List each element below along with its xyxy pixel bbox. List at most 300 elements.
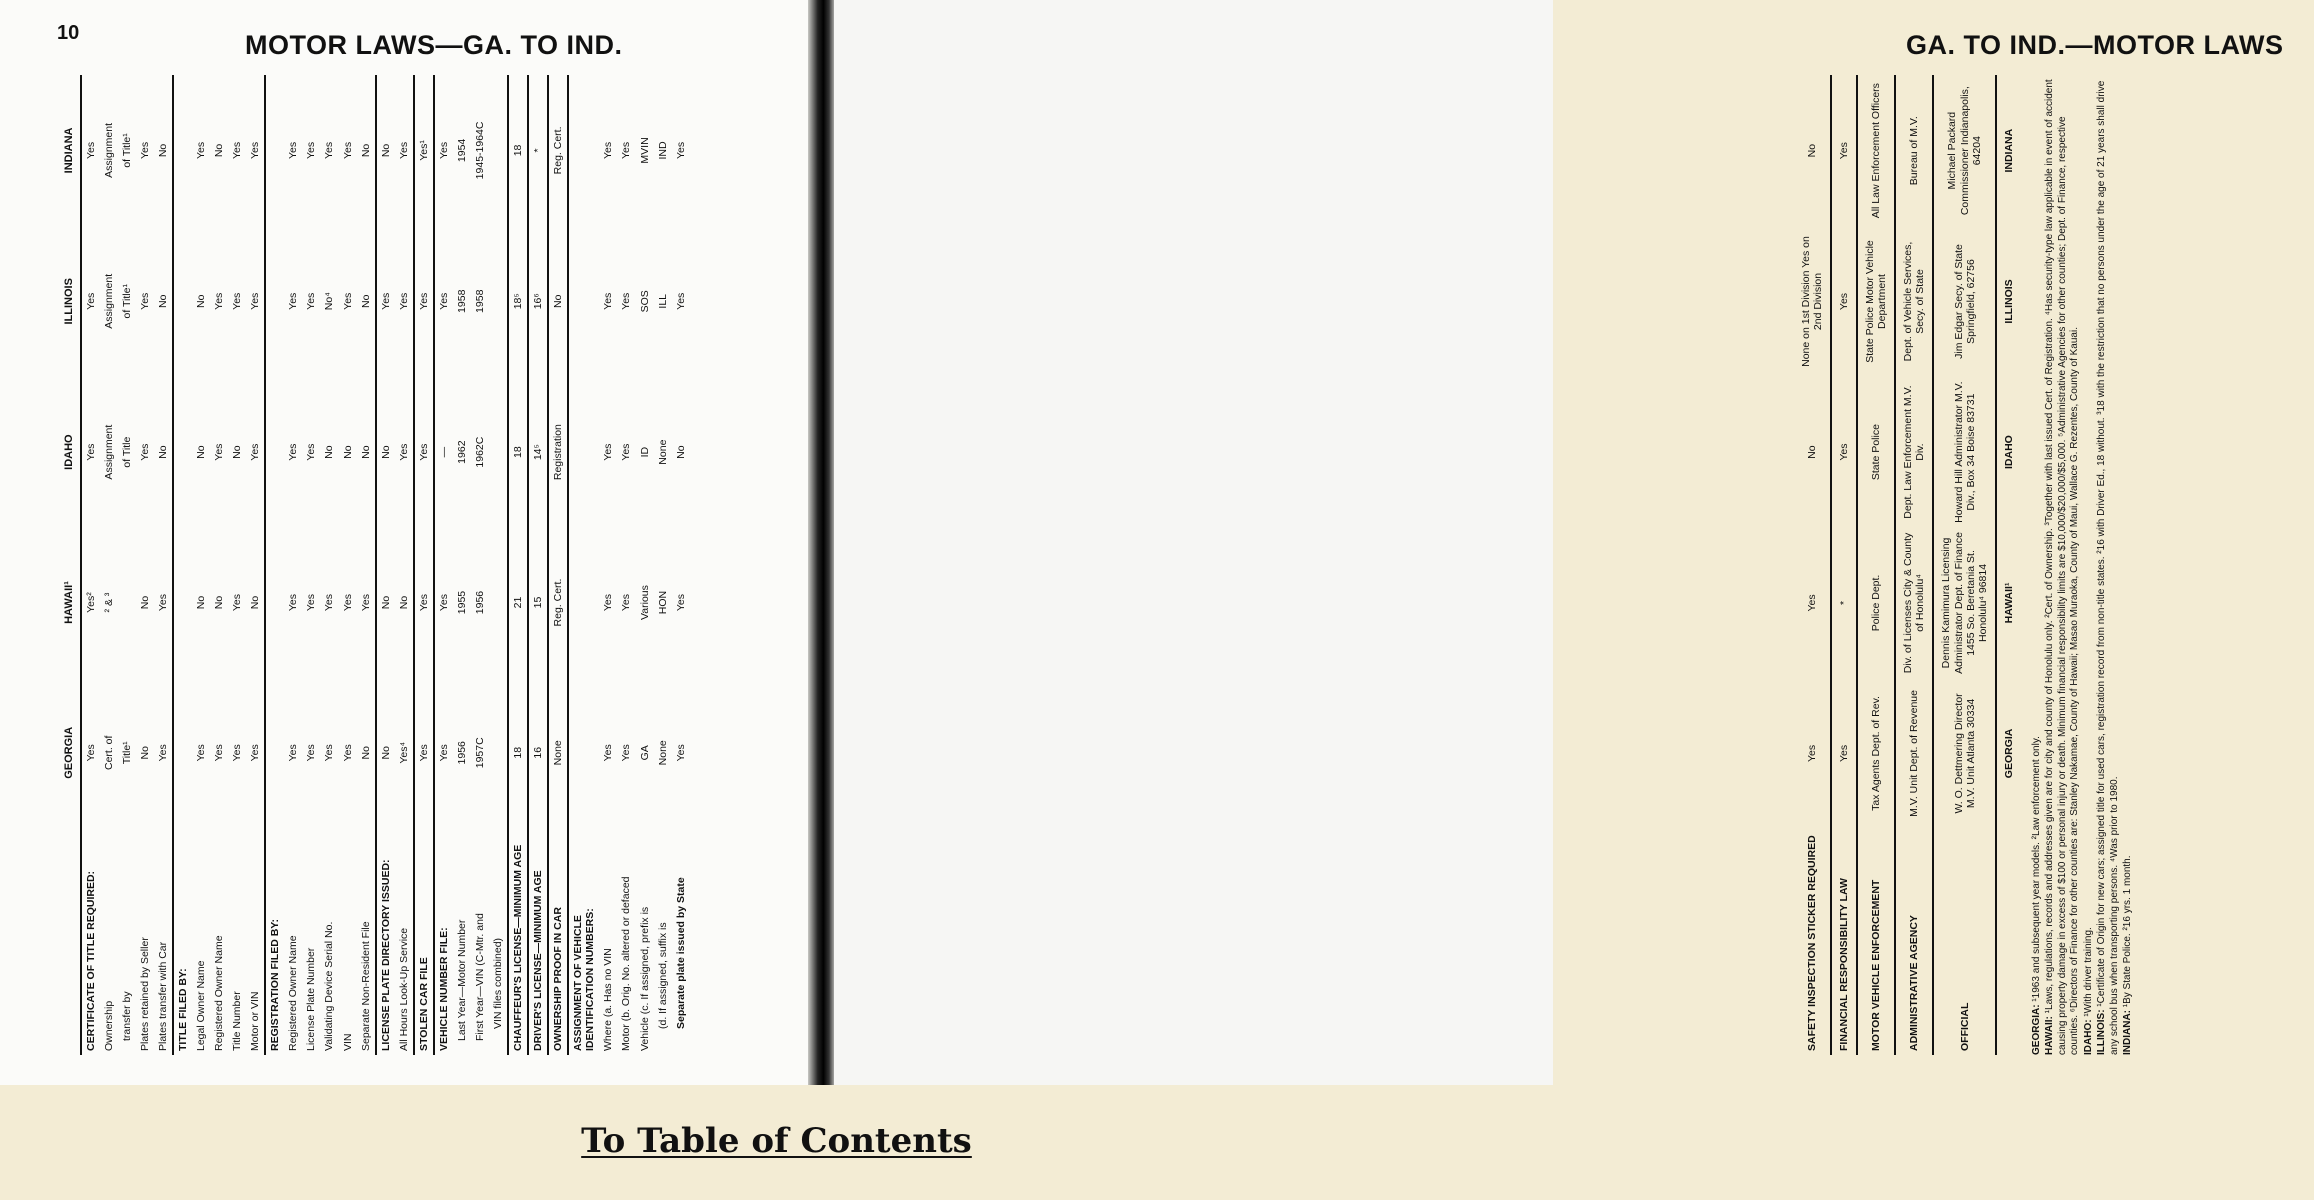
value-cell: Yes [1794,678,1831,828]
value-cell: No [1794,377,1831,528]
row-label [265,828,284,1055]
value-cell: 15 [528,528,548,678]
value-cell: Yes [249,744,262,762]
left-table-header [60,75,81,1055]
row-label-text: CERTIFICATE OF TITLE REQUIRED: [84,870,97,1051]
row-label [548,828,568,1055]
row-label: SAFETY INSPECTION STICKER REQUIRED [1794,828,1831,1055]
column-footer: INDIANA [1996,75,2021,226]
value-cell: 18⁵ [508,226,528,377]
value-cell: Yes² [81,528,100,678]
value-cell: Jim Edgar Secy. of State Springfield, 62756 [1933,226,1995,376]
value-cell: ² & ³ [102,592,115,613]
row-label-text: VEHICLE NUMBER FILE: [437,927,450,1051]
value-cell: 1954 [455,138,468,163]
row-label-text: First Year—VIN (C-Mtr. and [473,913,486,1041]
left-page-header: MOTOR LAWS—GA. TO IND. [245,30,623,60]
value-cell: Yes [620,593,633,612]
value-cell: 1962 [455,440,468,464]
value-cell: State Police Motor Vehicle Department [1857,226,1895,376]
row-label [339,828,357,1055]
value-cell: Title¹ [120,741,133,765]
value-cell: Yes [323,141,336,159]
value-cell [265,75,284,226]
table-row [100,75,118,1055]
value-cell: Yes [620,744,633,762]
value-cell: of Title [120,436,133,468]
value-cell: No [323,445,336,459]
value-cell: Cert. of [102,735,115,770]
value-cell: No [376,528,395,678]
table-row [376,75,395,1055]
value-cell: No [195,294,208,308]
value-cell: Div. of Licenses City & County of Honolulu⁴ [1895,528,1933,679]
value-cell: No [213,143,226,158]
value-cell: No [376,677,395,828]
table-row [528,75,548,1055]
row-label [228,828,246,1055]
table-row [471,75,489,1055]
value-cell: No [397,595,410,610]
row-label [672,828,690,1055]
footnote-state: HAWAII: [2044,1016,2056,1055]
table-row [1831,75,1857,1055]
row-label-text: DRIVER'S LICENSE—MINIMUM AGE [532,870,545,1051]
table-row [1933,75,1995,1055]
value-cell: Yes [434,226,453,377]
table-row [136,75,154,1055]
footnote-state: IDAHO: [2082,1019,2094,1055]
table-row [599,75,617,1055]
value-cell: No [376,377,395,528]
value-cell: Assignment [102,273,115,329]
table-row [1794,75,1831,1055]
value-cell: 18 [508,377,528,528]
header-label-cell [60,828,81,1055]
table-row [617,75,635,1055]
footnote [2031,75,2044,1055]
row-label-text: VIN files combined) [492,937,505,1029]
value-cell: No [674,445,687,459]
value-cell: ILL [656,293,669,309]
value-cell: No [359,143,372,158]
value-cell: Yes [287,593,300,612]
value-cell: Yes⁴ [397,741,410,764]
table-row [246,75,265,1055]
value-cell: Yes [1831,678,1857,828]
value-cell: Yes [287,744,300,762]
table-row [395,75,414,1055]
value-cell: IND [656,141,669,160]
value-cell [118,528,136,678]
value-cell: GA [638,745,651,761]
value-cell: Yes [156,744,169,762]
value-cell: State Police [1857,377,1895,528]
value-cell: Yes [249,443,262,461]
value-cell: No [376,75,395,226]
value-cell: Yes [249,141,262,159]
value-cell: 1956 [473,590,486,615]
row-label-text: Plates retained by Seller [138,937,151,1051]
table-row [357,75,376,1055]
value-cell: Yes [341,744,354,762]
value-cell: Yes [341,141,354,159]
value-cell: 1945-1964C [473,121,486,180]
value-cell: Assignment [102,123,115,178]
value-cell: Yes [397,292,410,310]
table-row [192,75,210,1055]
row-label [471,828,489,1055]
value-cell: Yes [1831,75,1857,226]
value-cell: None [656,740,669,766]
value-cell: Yes [195,141,208,159]
row-label [376,828,395,1055]
value-cell: No [138,746,151,760]
value-cell: Yes [414,377,434,528]
value-cell [265,377,284,528]
value-cell: Yes [249,292,262,310]
table-row [302,75,320,1055]
value-cell: Yes [1831,226,1857,376]
value-cell: Yes [674,744,687,762]
value-cell: Yes [323,744,336,762]
value-cell: Reg. Cert. [548,75,568,226]
row-label [118,828,136,1055]
value-cell: Yes [674,292,687,310]
value-cell: Yes [287,443,300,461]
value-cell [489,528,508,678]
value-cell: 21 [508,528,528,678]
value-cell: Yes [397,443,410,461]
value-cell: Yes [674,141,687,159]
table-row [636,75,654,1055]
value-cell: Yes [81,377,100,528]
column-footer: IDAHO [1996,377,2021,528]
value-cell: Yes [138,443,151,461]
value-cell: Yes [359,593,372,612]
value-cell [173,677,192,828]
row-label-text: transfer by [120,991,133,1041]
table-row [414,75,434,1055]
table-row [339,75,357,1055]
value-cell: No [138,595,151,610]
row-label-text: Plates transfer with Car [156,941,169,1051]
right-rotated-content [1794,75,2314,1055]
value-cell: No⁴ [323,292,336,311]
row-label [654,828,672,1055]
value-cell: 18 [508,75,528,226]
value-cell: Yes [156,593,169,612]
column-footer: ILLINOIS [1996,226,2021,376]
value-cell: All Law Enforcement Officers [1857,75,1895,226]
value-cell: No [213,595,226,610]
value-cell: W. O. Dettmering Director M.V. Unit Atlanta 30334 [1933,678,1995,828]
value-cell [173,75,192,226]
footnote-text: ¹Certificate of Origin for new cars; assigned title for used cars, registration record from non-title states. ²16 with Driver Ed., 18 without. ³18 with the restriction that no persons under the age of 21 years shall drive any school bus when transporting persons. ⁴Was prior to 1980. [2096,80,2120,1055]
row-label [246,828,265,1055]
value-cell: Yes [602,141,615,159]
value-cell: M.V. Unit Dept. of Revenue [1895,678,1933,828]
value-cell: Yes [81,226,100,377]
value-cell: Yes [231,744,244,762]
footer-row [1996,75,2021,1055]
row-label-text: All Hours Look-Up Service [397,927,410,1051]
row-label-text: OWNERSHIP PROOF IN CAR [552,907,565,1051]
value-cell: No [341,445,354,459]
value-cell: MVIN [638,137,651,164]
value-cell: No [195,595,208,610]
table-row [210,75,228,1055]
row-label [636,828,654,1055]
value-cell: of Title¹ [120,284,133,319]
value-cell: No [359,445,372,459]
footnote [2044,75,2082,1055]
row-label [154,828,173,1055]
value-cell [489,377,508,528]
footnote-state: INDIANA: [2122,1010,2134,1055]
footer-label-cell [1996,828,2021,1055]
row-label [210,828,228,1055]
table-row [173,75,192,1055]
row-label-text: TITLE FILED BY: [176,968,189,1051]
table-row [548,75,568,1055]
value-cell: Yes [305,744,318,762]
table-row [672,75,690,1055]
row-label-text: Validating Device Serial No. [323,921,336,1051]
footnote-text: ¹By State Police. ²16 yrs. 1 month. [2122,855,2134,1008]
value-cell: Yes [602,593,615,612]
row-label [489,828,508,1055]
value-cell: Yes [213,292,226,310]
value-cell: No [359,294,372,308]
value-cell [173,377,192,528]
row-label [434,828,453,1055]
value-cell: Dennis Kamimura Licensing Administrator Dept. of Finance 1455 So. Beretania St. Honolulu⁴ 96814 [1933,528,1995,679]
column-header: IDAHO [60,377,81,528]
table-row [508,75,528,1055]
table-row [118,75,136,1055]
row-label [617,828,635,1055]
row-label: ADMINISTRATIVE AGENCY [1895,828,1933,1055]
row-label-text: Registered Owner Name [213,935,226,1051]
value-cell: Yes [414,226,434,377]
value-cell: Yes [213,744,226,762]
value-cell: Yes [138,292,151,310]
table-row [568,75,599,1055]
row-label-text: Separate plate issued by State [674,877,687,1029]
value-cell [489,677,508,828]
value-cell: Yes [305,292,318,310]
value-cell: 1956 [455,741,468,765]
value-cell: No [231,445,244,459]
value-cell: No [548,226,568,377]
value-cell: Yes [414,677,434,828]
value-cell: None [656,439,669,465]
row-label: OFFICIAL [1933,828,1995,1055]
table-row [489,75,508,1055]
right-page-header: GA. TO IND.—MOTOR LAWS [1906,30,2284,60]
value-cell: 1957C [473,737,486,769]
column-footer: GEORGIA [1996,678,2021,828]
value-cell: Yes [674,593,687,612]
value-cell: Yes [305,443,318,461]
value-cell: Yes [434,528,453,678]
footnotes [2031,75,2135,1055]
value-cell: Yes [323,593,336,612]
value-cell: Yes [287,141,300,159]
row-label-text: CHAUFFEUR'S LICENSE—MINIMUM AGE [512,844,525,1051]
row-label-text: STOLEN CAR FILE [417,957,430,1051]
footnote [2096,75,2121,1055]
row-label [81,828,100,1055]
left-rotated-content [60,75,820,1055]
value-cell: Assignment [102,424,115,480]
row-label [395,828,414,1055]
value-cell: Yes [397,141,410,159]
row-label-text: License Plate Number [305,947,318,1051]
value-cell: Yes [602,292,615,310]
value-cell: Yes [414,528,434,678]
value-cell: Yes [213,443,226,461]
value-cell: No [156,445,169,459]
row-label [453,828,471,1055]
row-label [599,828,617,1055]
row-label [357,828,376,1055]
value-cell [568,75,599,226]
value-cell: Yes [341,292,354,310]
table-row [154,75,173,1055]
table-row [81,75,100,1055]
value-cell: None [548,677,568,828]
column-header: INDIANA [60,75,81,226]
footnote-text: ¹Laws, regulations, records and addresses given are for city and county of Honolulu only. ²Cert. of Ownership. ³Together with last issued Cert. of Registration. ⁴Has security-type law applicable in event of accident causing property damage in excess of $100 or personal injury or death. Minimum financial responsibility limits are $10,000/$20,000/$5,000. ⁵Administrative Agencies for other counties; Dept. of Finance, respective counties. ⁶Directors of Finance for other counties are: Stanley Nakamae, County of Hawaii; Masao Muraoka, County of Maui, Wallace G. Rezentes, County of Kauai. [2044,79,2081,1055]
value-cell: 14⁵ [528,377,548,528]
value-cell: — [434,377,453,528]
row-label-text: Title Number [231,991,244,1051]
row-label [568,828,599,1055]
value-cell: Yes [138,141,151,159]
row-label-text: ASSIGNMENT OF VEHICLE IDENTIFICATION NUMBERS: [572,908,597,1051]
value-cell: Yes [305,593,318,612]
value-cell: Yes [1794,528,1831,679]
row-label-text: Registered Owner Name [287,935,300,1051]
value-cell: ID [638,446,651,458]
table-of-contents-link[interactable]: To Table of Contents [581,1121,972,1161]
row-label [192,828,210,1055]
row-label-text: LICENSE PLATE DIRECTORY ISSUED: [379,859,392,1051]
value-cell: 1958 [455,289,468,313]
value-cell: Bureau of M.V. [1895,75,1933,226]
value-cell: Yes [231,292,244,310]
value-cell: No [195,445,208,459]
table-row [284,75,302,1055]
value-cell: Yes [341,593,354,612]
table-row [1895,75,1933,1055]
footnote-text: ¹1963 and subsequent year models. ²Law enforcement only. [2030,736,2042,1002]
table-row [654,75,672,1055]
value-cell: Yes [195,744,208,762]
value-cell: No [359,746,372,760]
value-cell: Yes [602,443,615,461]
row-label [508,828,528,1055]
value-cell: No [156,294,169,308]
row-label-text: Last Year—Motor Number [455,919,468,1041]
value-cell: Yes [81,677,100,828]
row-label: FINANCIAL RESPONSIBILITY LAW [1831,828,1857,1055]
value-cell: Yes [81,75,100,226]
row-label [528,828,548,1055]
value-cell: Yes [231,141,244,159]
value-cell: 16⁶ [528,226,548,377]
value-cell [173,226,192,377]
value-cell [265,226,284,377]
row-label [136,828,154,1055]
value-cell: Yes [376,226,395,377]
row-label [284,828,302,1055]
value-cell: * [528,75,548,226]
left-page [0,0,816,1085]
row-label-text: (d. If assigned, suffix is [656,922,669,1029]
value-cell: Yes [434,677,453,828]
value-cell: Dept. Law Enforcement M.V. Div. [1895,377,1933,528]
footnote [2122,75,2135,1055]
right-laws-table [1794,75,2021,1055]
value-cell: No [249,595,262,610]
value-cell [489,226,508,377]
row-label [320,828,338,1055]
value-cell [173,528,192,678]
value-cell: 1962C [473,436,486,468]
table-row [265,75,284,1055]
value-cell [568,677,599,828]
row-label-text: Separate Non-Resident File [359,921,372,1051]
footnote [2083,75,2096,1055]
value-cell: * [1831,528,1857,679]
value-cell [265,528,284,678]
value-cell: Yes [602,744,615,762]
value-cell: Yes [620,141,633,159]
right-page [834,0,2284,1085]
row-label-text: VIN [341,1033,354,1051]
value-cell: Yes [620,292,633,310]
table-row [320,75,338,1055]
row-label-text: REGISTRATION FILED BY: [269,918,282,1051]
value-cell: Tax Agents Dept. of Rev. [1857,678,1895,828]
value-cell: 16 [528,677,548,828]
value-cell: Various [638,585,651,620]
value-cell: Yes [287,292,300,310]
value-cell [265,677,284,828]
column-header: ILLINOIS [60,226,81,377]
row-label-text: Ownership [102,1000,115,1051]
left-laws-table [60,75,690,1055]
value-cell: Yes [1831,377,1857,528]
value-cell: 1958 [473,289,486,313]
value-cell: Yes¹ [414,75,434,226]
value-cell [568,226,599,377]
table-row [1857,75,1895,1055]
table-row [228,75,246,1055]
footnote-state: GEORGIA: [2030,1004,2042,1055]
row-label-text: Motor (b. Orig. No. altered or defaced [620,876,633,1051]
table-row [434,75,453,1055]
column-footer: HAWAII¹ [1996,528,2021,679]
book-gutter [808,0,836,1085]
value-cell [489,75,508,226]
column-header: GEORGIA [60,677,81,828]
value-cell: Registration [548,377,568,528]
value-cell: Howard Hill Administrator M.V. Div., Box 34 Boise 83731 [1933,377,1995,528]
